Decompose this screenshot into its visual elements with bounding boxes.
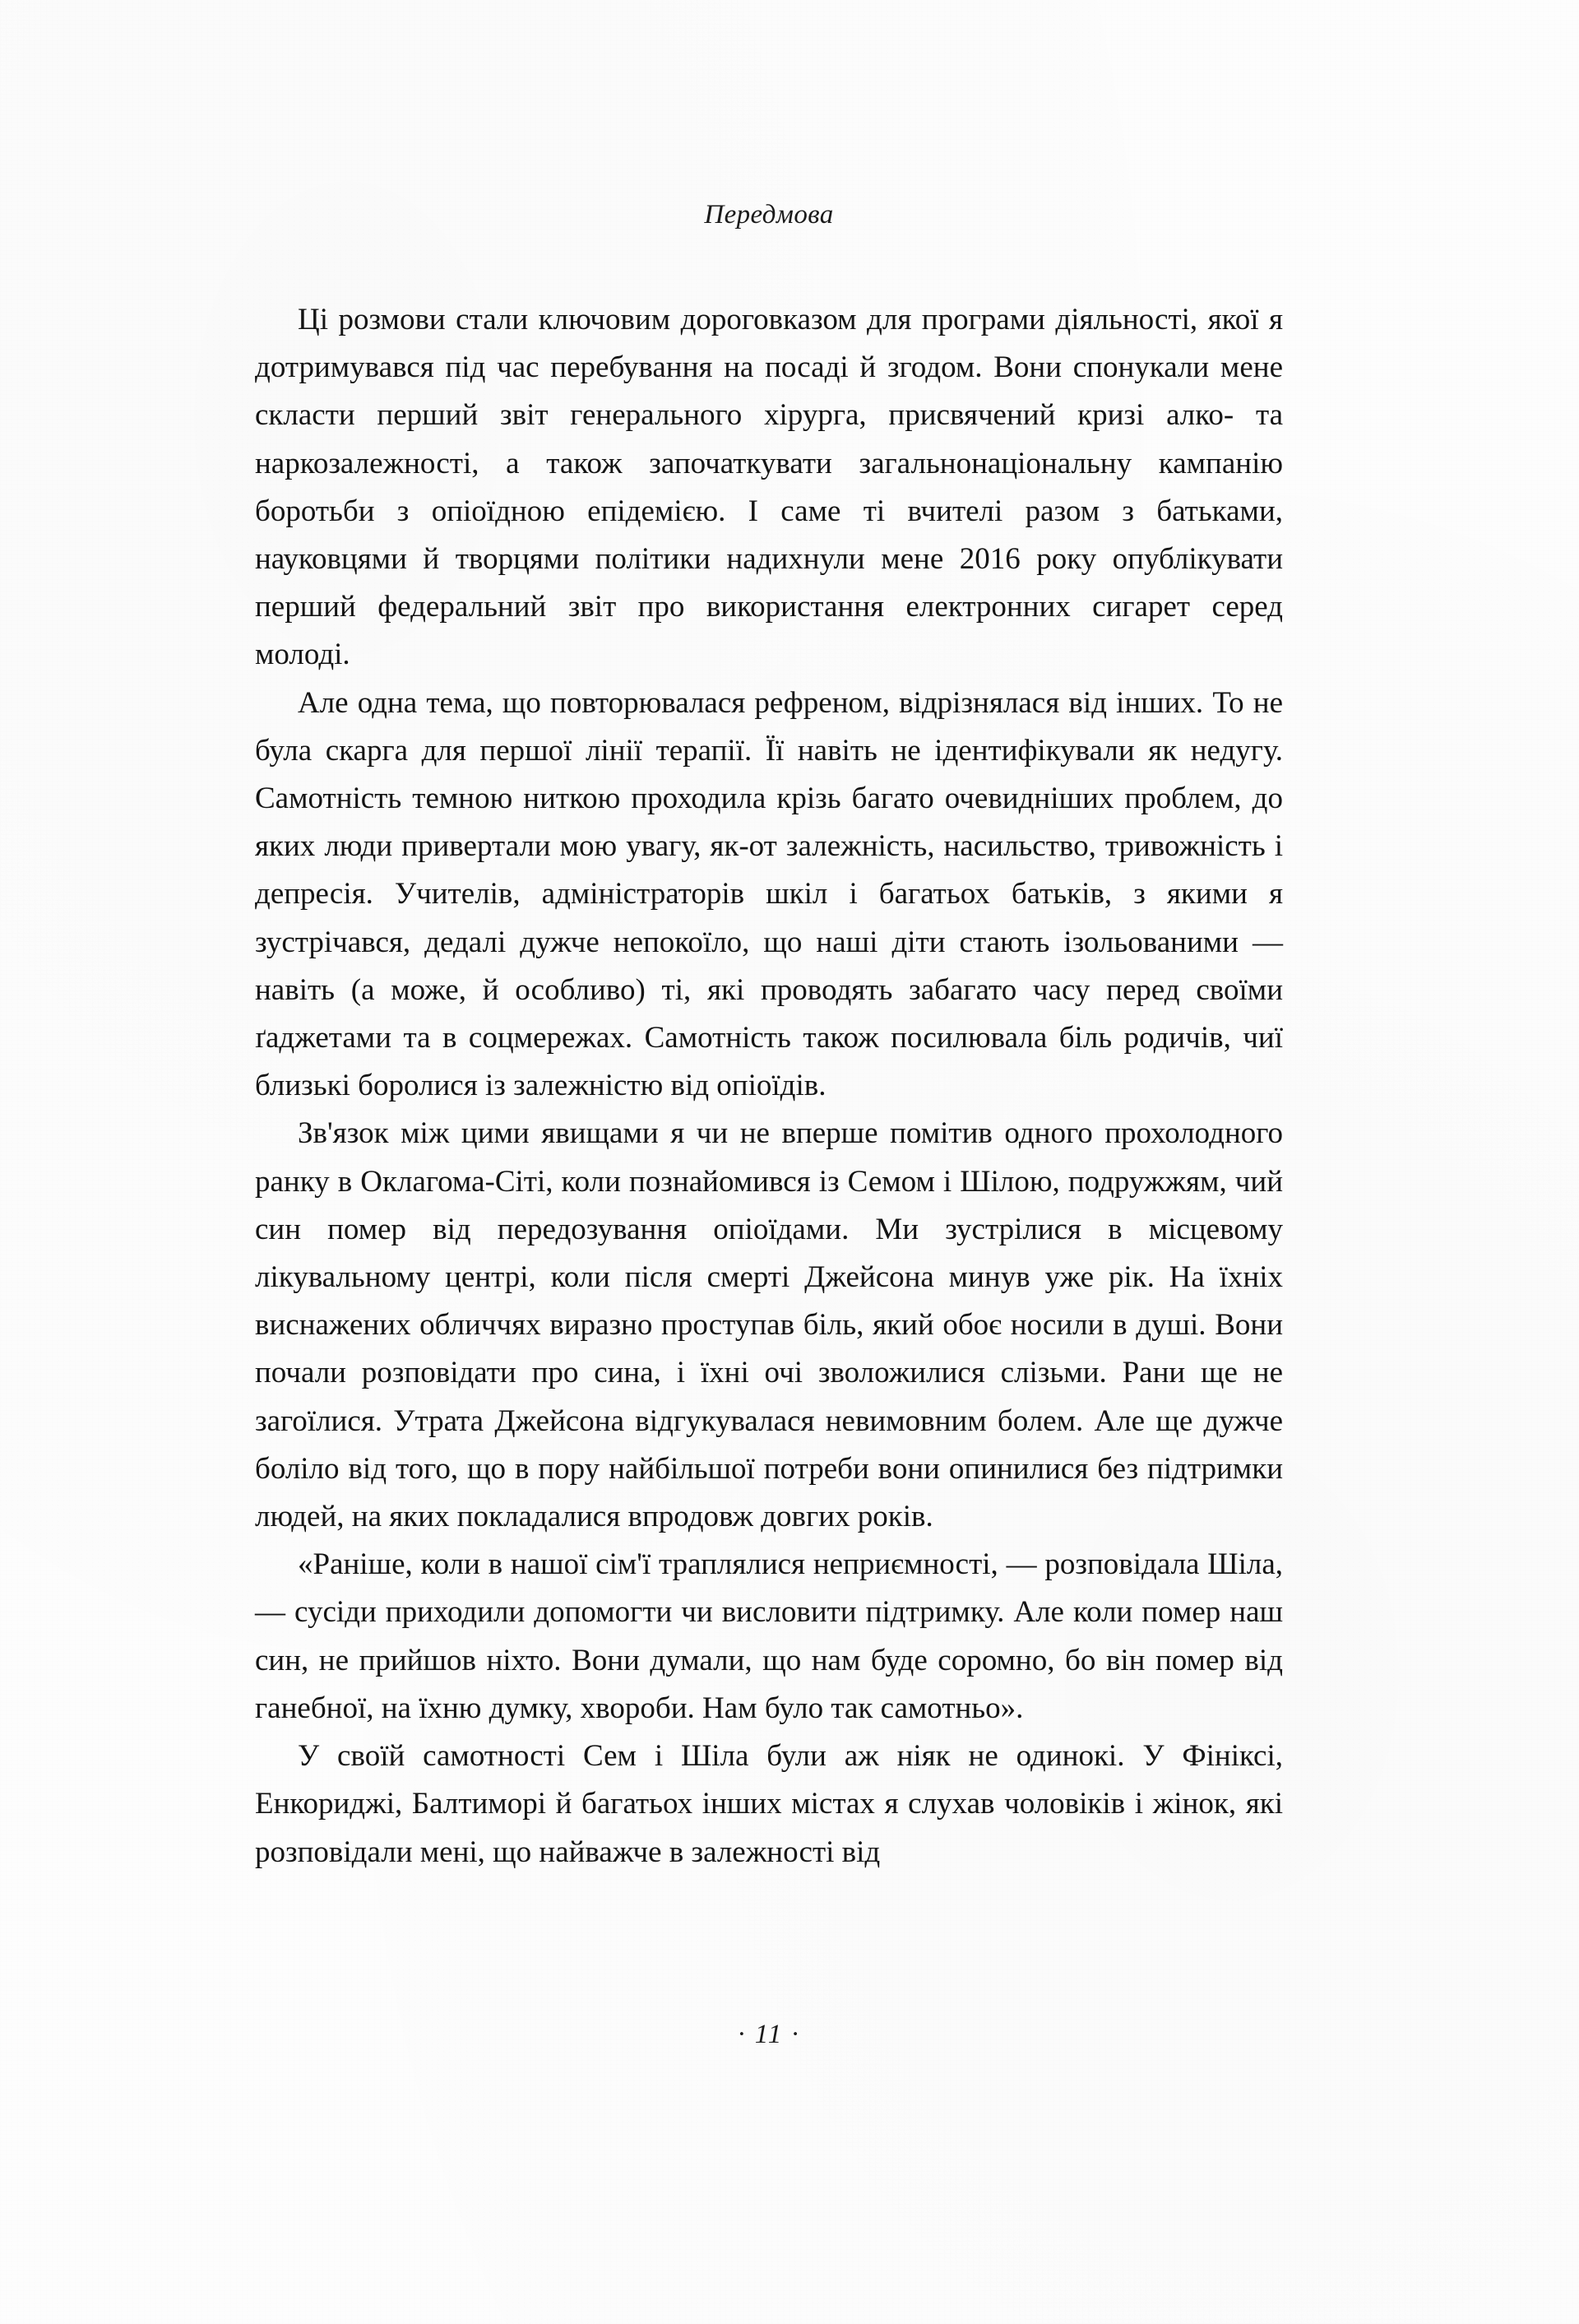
paragraph: «Раніше, коли в нашої сім'ї траплялися неприємності, — розповідала Шіла, — сусіди приходили допомогти чи висловити підтримку. Але коли помер наш син, не прийшов ніхто. Вони думали, що нам буде соромно, бо він помер від ганебної, на їхню думку, хвороби. Нам було так самотньо». bbox=[255, 1547, 1283, 1725]
paragraph: У своїй самотності Сем і Шіла були аж ніяк не одинокі. У Фініксі, Енкориджі, Балтиморі й багатьох інших містах я слухав чоловіків і жінок, які розповідали мені, що найважче в залежності від bbox=[255, 1739, 1283, 1869]
body-text-column bbox=[255, 296, 1283, 1876]
paragraph: Але одна тема, що повторювалася рефреном, відрізнялася від інших. То не була скарга для першої лінії терапії. Її навіть не ідентифікували як недугу. Самотність темною ниткою проходила крізь багато очевидніших проблем, до яких люди привертали мою увагу, як-от залежність, насильство, тривожність і депресія. Учителів, адміністраторів шкіл і багатьох батьків, з якими я зустрічався, дедалі дужче непокоїло, що наші діти стають ізольованими — навіть (а може, й особливо) ті, які проводять забагато часу перед своїми ґаджетами та в соцмережах. Самотність також посилювала біль родичів, чиї близькі боролися із залежністю від опіоїдів. bbox=[255, 685, 1283, 1103]
paragraph: Ці розмови стали ключовим дороговказом для програми діяльності, якої я дотримувався під час перебування на посаді й згодом. Вони спонукали мене скласти перший звіт генерального хірурга, присвячений кризі алко- та наркозалежності, а також започаткувати загальнонаціональну кампанію боротьби з опіоїдною епідемією. І саме ті вчителі разом з батьками, науковцями й творцями політики надихнули мене 2016 року опублікувати перший федеральний звіт про використання електронних сигарет серед молоді. bbox=[255, 303, 1283, 672]
paragraph: Зв'язок між цими явищами я чи не вперше помітив одного прохолодного ранку в Оклагома-Сіті, коли познайомився із Семом і Шілою, подружжям, чий син помер від передозування опіоїдами. Ми зустрілися в місцевому лікувальному центрі, коли після смерті Джейсона минув уже рік. На їхніх виснажених обличчях виразно проступав біль, який обоє носили в душі. Вони почали розповідати про сина, і їхні очі зволожилися слізьми. Рани ще не загоїлися. Утрата Джейсона відгукувалася невимовним болем. Але ще дужче боліло від того, що в пору найбільшої потреби вони опинилися без підтримки людей, на яких покладалися впродовж довгих років. bbox=[255, 1116, 1283, 1534]
running-head: Передмова bbox=[704, 200, 834, 230]
page-number-folio: · 11 · bbox=[738, 2020, 800, 2049]
